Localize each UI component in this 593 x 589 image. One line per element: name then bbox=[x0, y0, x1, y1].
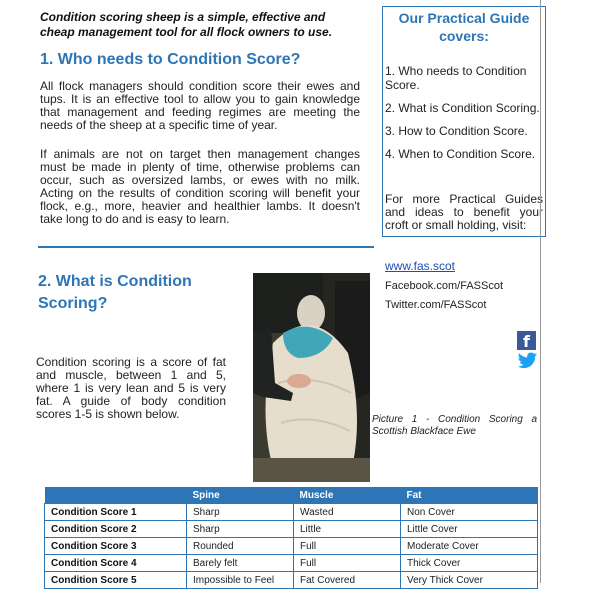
table-row bbox=[45, 572, 538, 589]
section-1-heading: 1. Who needs to Condition Score? bbox=[40, 51, 301, 68]
table-cell: Non Cover bbox=[401, 504, 538, 521]
section-2-paragraph: Condition scoring is a score of fat and muscle, between 1 and 5, where 1 is very lean and 5 is very fat. A guide of body condition scores 1-5 is shown below. bbox=[36, 355, 226, 421]
intro-text: Condition scoring sheep is a simple, effective and cheap management tool for all flock owners to use. bbox=[40, 10, 333, 39]
website-link[interactable]: www.fas.scot bbox=[385, 259, 456, 273]
facebook-icon[interactable]: f bbox=[517, 331, 536, 350]
table-row bbox=[45, 538, 538, 555]
table-cell: Condition Score 3 bbox=[45, 538, 187, 555]
table-cell: Very Thick Cover bbox=[401, 572, 538, 589]
table-cell: Little bbox=[294, 521, 401, 538]
table-cell: Full bbox=[294, 538, 401, 555]
sidebar-list bbox=[385, 64, 545, 170]
table-cell: Thick Cover bbox=[401, 555, 538, 572]
table-cell: Rounded bbox=[187, 538, 294, 555]
table-cell: Fat Covered bbox=[294, 572, 401, 589]
table-cell: Barely felt bbox=[187, 555, 294, 572]
table-cell: Sharp bbox=[187, 521, 294, 538]
table-cell: Condition Score 5 bbox=[45, 572, 187, 589]
table-header-row bbox=[45, 487, 538, 504]
table-header: Muscle bbox=[294, 487, 401, 504]
table-header: Fat bbox=[401, 487, 538, 504]
photo-caption: Picture 1 - Condition Scoring a Scottish Blackface Ewe bbox=[372, 414, 537, 437]
sidebar-more-text: For more Practical Guides and ideas to benefit your croft or small holding, visit: bbox=[385, 192, 543, 232]
sidebar-title: Our Practical Guide covers: bbox=[398, 10, 530, 44]
table-cell: Condition Score 4 bbox=[45, 555, 187, 572]
condition-score-table bbox=[44, 487, 538, 589]
table-cell: Condition Score 2 bbox=[45, 521, 187, 538]
facebook-link[interactable]: Facebook.com/FASScot bbox=[385, 280, 503, 292]
page-edge-line bbox=[540, 0, 541, 583]
table-cell: Full bbox=[294, 555, 401, 572]
list-item: 1. Who needs to Condition Score. bbox=[385, 64, 527, 92]
list-item: 4. When to Condition Score. bbox=[385, 147, 536, 161]
table-header bbox=[45, 487, 187, 504]
section-1-paragraph-1: All flock managers should condition score their ewes and tups. It is an effective tool to allow you to gain knowledge that management and feeding regimes are meeting the needs of the sheep at a specific time of year. bbox=[40, 79, 360, 132]
table-cell: Moderate Cover bbox=[401, 538, 538, 555]
table-cell: Impossible to Feel bbox=[187, 572, 294, 589]
twitter-icon[interactable] bbox=[517, 352, 538, 370]
twitter-link[interactable]: Twitter.com/FASScot bbox=[385, 299, 487, 311]
table-header: Spine bbox=[187, 487, 294, 504]
table-row bbox=[45, 521, 538, 538]
list-item: 3. How to Condition Score. bbox=[385, 124, 528, 138]
table-cell: Condition Score 1 bbox=[45, 504, 187, 521]
table-cell: Little Cover bbox=[401, 521, 538, 538]
list-item: 2. What is Condition Scoring. bbox=[385, 101, 540, 115]
table-row bbox=[45, 555, 538, 572]
section-divider bbox=[38, 246, 374, 248]
table-cell: Sharp bbox=[187, 504, 294, 521]
table-cell: Wasted bbox=[294, 504, 401, 521]
section-1-paragraph-2: If animals are not on target then management changes must be made in plenty of time, otherwise problems can occur, such as oversized lambs, or ewes with no milk. Acting on the results of condition scoring will benefit your flock, e.g., more, heavier and healthier lambs. It doesn't take long to do and is easy to learn. bbox=[40, 147, 360, 226]
sheep-photo bbox=[253, 273, 370, 482]
table-row bbox=[45, 504, 538, 521]
section-2-heading: 2. What is Condition Scoring? bbox=[38, 273, 192, 312]
